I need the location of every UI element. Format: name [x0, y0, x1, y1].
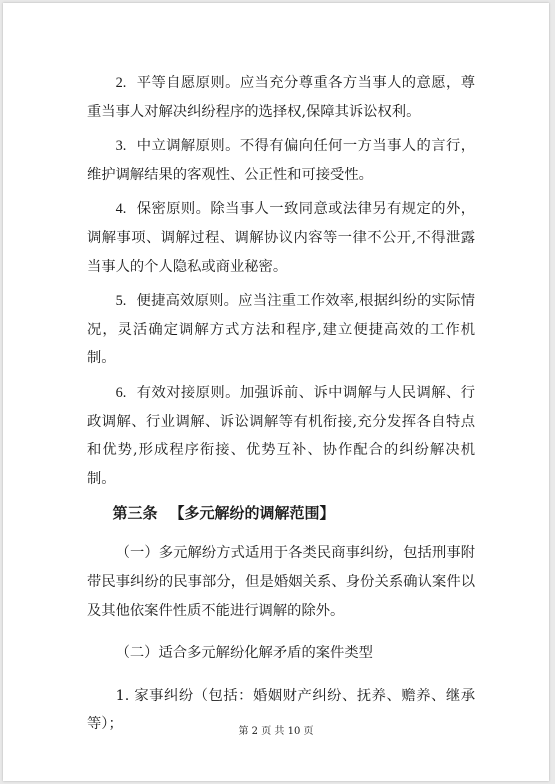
paragraph-principle-4 — [87, 195, 475, 281]
paragraph-text: 平等自愿原则。应当充分尊重各方当事人的意愿，尊重当事人对解决纠纷程序的选择权,保障其诉讼权利。 — [87, 75, 475, 120]
paragraph-principle-3 — [87, 132, 475, 189]
paragraph-principle-2 — [87, 69, 475, 126]
paragraph-number: 2. — [115, 75, 127, 91]
paragraph-text: 便捷高效原则。应当注重工作效率,根据纠纷的实际情况，灵活确定调解方式方法和程序,建立便捷高效的工作机制。 — [87, 293, 475, 367]
paragraph-number: 3. — [115, 138, 127, 155]
article-title: 【多元解纷的调解范围】 — [169, 504, 335, 523]
article-label: 第三条 — [112, 504, 158, 523]
section-case-types: （二）适合多元解纷化解矛盾的案件类型 — [115, 645, 373, 662]
paragraph-text: 保密原则。除当事人一致同意或法律另有规定的外，调解事项、调解过程、调解协议内容等一律不公开,不得泄露当事人的个人隐私或商业秘密。 — [87, 201, 475, 275]
document-body — [87, 69, 475, 753]
paragraph-text: 有效对接原则。加强诉前、诉中调解与人民调解、行政调解、行业调解、诉讼调解等有机衔接,充分发挥各自特点和优势,形成程序衔接、优势互补、协作配合的纠纷解决机制。 — [87, 384, 475, 487]
paragraph-principle-6 — [87, 379, 475, 493]
paragraph-number: 4. — [115, 201, 127, 218]
document-page — [3, 3, 549, 781]
page-number-footer: 第 2 页 共 10 页 — [238, 726, 314, 737]
section-family-disputes: 1. 家事纠纷（包括：婚姻财产纠纷、抚养、赡养、继承等）； — [87, 687, 475, 733]
paragraph-number: 6. — [115, 384, 127, 401]
paragraph-principle-5 — [87, 287, 475, 373]
section-scope: （一）多元解纷方式适用于各类民商事纠纷，包括刑事附带民事纠纷的民事部分，但是婚姻关系、身份关系确认案件以及其他依案件性质不能进行调解的除外。 — [87, 545, 475, 619]
paragraph-number: 5. — [115, 293, 127, 310]
paragraph-text: 中立调解原则。不得有偏向任何一方当事人的言行，维护调解结果的客观性、公正性和可接受性。 — [87, 138, 475, 183]
article-heading — [87, 499, 475, 527]
